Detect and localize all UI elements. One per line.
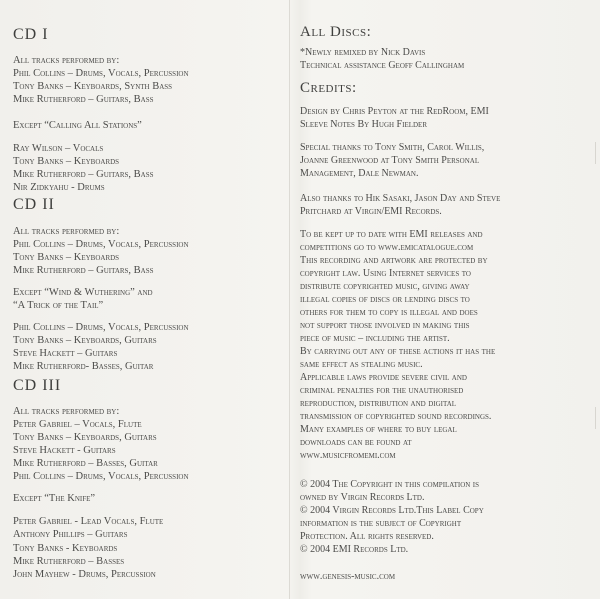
legal-line: copyright law. Using Internet services to — [300, 268, 471, 279]
cd2-performed-by: All tracks performed by: — [13, 226, 120, 237]
legal-line: Many examples of where to buy legal — [300, 424, 457, 435]
cd3-title: CD III — [13, 377, 62, 394]
legal-line: transmission of copyrighted sound recordings. — [300, 411, 492, 422]
cd3-line: Phil Collins – Drums, Vocals, Percussion — [13, 471, 189, 482]
cd3-except-line: Mike Rutherford – Basses — [13, 556, 125, 567]
legal-line: same effect as stealing music. — [300, 359, 423, 370]
all-discs-line: *Newly remixed by Nick Davis — [300, 47, 426, 58]
cd1-except-line: Nir Zidkyahu - Drums — [13, 182, 105, 193]
cd1-line: Mike Rutherford – Guitars, Bass — [13, 94, 154, 105]
copyright-line: Protection. All rights reserved. — [300, 531, 434, 542]
legal-line: competitions go to www.emicatalogue.com — [300, 242, 474, 253]
cd2-line: Mike Rutherford – Guitars, Bass — [13, 265, 154, 276]
website-link: www.genesis-music.com — [300, 571, 396, 582]
cd2-line: Tony Banks – Keyboards — [13, 252, 120, 263]
all-discs-title: All Discs: — [300, 24, 372, 40]
legal-line: piece of music – including the artist. — [300, 333, 450, 344]
cd2-except-line: Tony Banks – Keyboards, Guitars — [13, 335, 157, 346]
legal-line: www.musicfromemi.com — [300, 450, 396, 461]
cd3-line: Tony Banks – Keyboards, Guitars — [13, 432, 157, 443]
cd3-line: Peter Gabriel – Vocals, Flute — [13, 419, 142, 430]
cd2-except-line: Phil Collins – Drums, Vocals, Percussion — [13, 322, 189, 333]
cd3-line: Mike Rutherford – Basses, Guitar — [13, 458, 158, 469]
cd3-line: Steve Hackett - Guitars — [13, 445, 116, 456]
also-thanks-line: Pritchard at Virgin/EMI Records. — [300, 206, 442, 217]
page-edge-mark — [595, 407, 600, 429]
cd2-except: “A Trick of the Tail” — [13, 300, 104, 311]
all-discs-line: Technical assistance Geoff Callingham — [300, 60, 465, 71]
legal-line: To be kept up to date with EMI releases and — [300, 229, 483, 240]
legal-line: downloads can be found at — [300, 437, 412, 448]
cd1-line: Tony Banks – Keyboards, Synth Bass — [13, 81, 173, 92]
cd3-except-line: Anthony Phillips – Guitars — [13, 529, 128, 540]
legal-line: Applicable laws provide severe civil and — [300, 372, 467, 383]
cd1-performed-by: All tracks performed by: — [13, 55, 120, 66]
thanks-line: Joanne Greenwood at Tony Smith Personal — [300, 155, 480, 166]
cd1-except: Except “Calling All Stations” — [13, 120, 142, 131]
cd3-except-line: John Mayhew - Drums, Percussion — [13, 569, 156, 580]
credits-title: Credits: — [300, 80, 357, 96]
copyright-line: © 2004 Virgin Records Ltd.This Label Copy — [300, 505, 484, 516]
also-thanks-line: Also thanks to Hik Sasaki, Jason Day and Steve — [300, 193, 501, 204]
legal-line: distribute copyrighted music, giving away — [300, 281, 470, 292]
cd2-line: Phil Collins – Drums, Vocals, Percussion — [13, 239, 189, 250]
copyright-line: information is the subject of Copyright — [300, 518, 462, 529]
cd2-except: Except “Wind & Wuthering” and — [13, 287, 153, 298]
cd1-title: CD I — [13, 26, 49, 43]
cd1-except-line: Tony Banks – Keyboards — [13, 156, 120, 167]
legal-line: illegal copies of discs or lending discs to — [300, 294, 470, 305]
legal-line: reproduction, distribution and digital — [300, 398, 457, 409]
thanks-line: Special thanks to Tony Smith, Carol Willis, — [300, 142, 485, 153]
legal-line: others for them to copy is illegal and does — [300, 307, 478, 318]
cd1-except-line: Ray Wilson – Vocals — [13, 143, 104, 154]
legal-line: This recording and artwork are protected by — [300, 255, 488, 266]
cd1-line: Phil Collins – Drums, Vocals, Percussion — [13, 68, 189, 79]
legal-line: By carrying out any of these actions it has the — [300, 346, 496, 357]
design-credit: Sleeve Notes By Hugh Fielder — [300, 119, 427, 130]
cd1-except-line: Mike Rutherford – Guitars, Bass — [13, 169, 154, 180]
cd3-except: Except “The Knife” — [13, 493, 96, 504]
copyright-line: © 2004 EMI Records Ltd. — [300, 544, 409, 555]
cd3-except-line: Tony Banks - Keyboards — [13, 543, 118, 554]
legal-line: not support those involved in making this — [300, 320, 470, 331]
cd2-title: CD II — [13, 196, 55, 213]
page-fold — [289, 0, 290, 599]
cd3-except-line: Peter Gabriel - Lead Vocals, Flute — [13, 516, 164, 527]
copyright-line: owned by Virgin Records Ltd. — [300, 492, 425, 503]
cd2-except-line: Steve Hackett – Guitars — [13, 348, 118, 359]
legal-line: criminal penalties for the unauthorised — [300, 385, 464, 396]
cd3-performed-by: All tracks performed by: — [13, 406, 120, 417]
cd2-except-line: Mike Rutherford- Basses, Guitar — [13, 361, 154, 372]
page-edge-mark — [595, 142, 600, 164]
thanks-line: Management, Dale Newman. — [300, 168, 419, 179]
copyright-line: © 2004 The Copyright in this compilation is — [300, 479, 480, 490]
design-credit: Design by Chris Peyton at the RedRoom, EMI — [300, 106, 489, 117]
